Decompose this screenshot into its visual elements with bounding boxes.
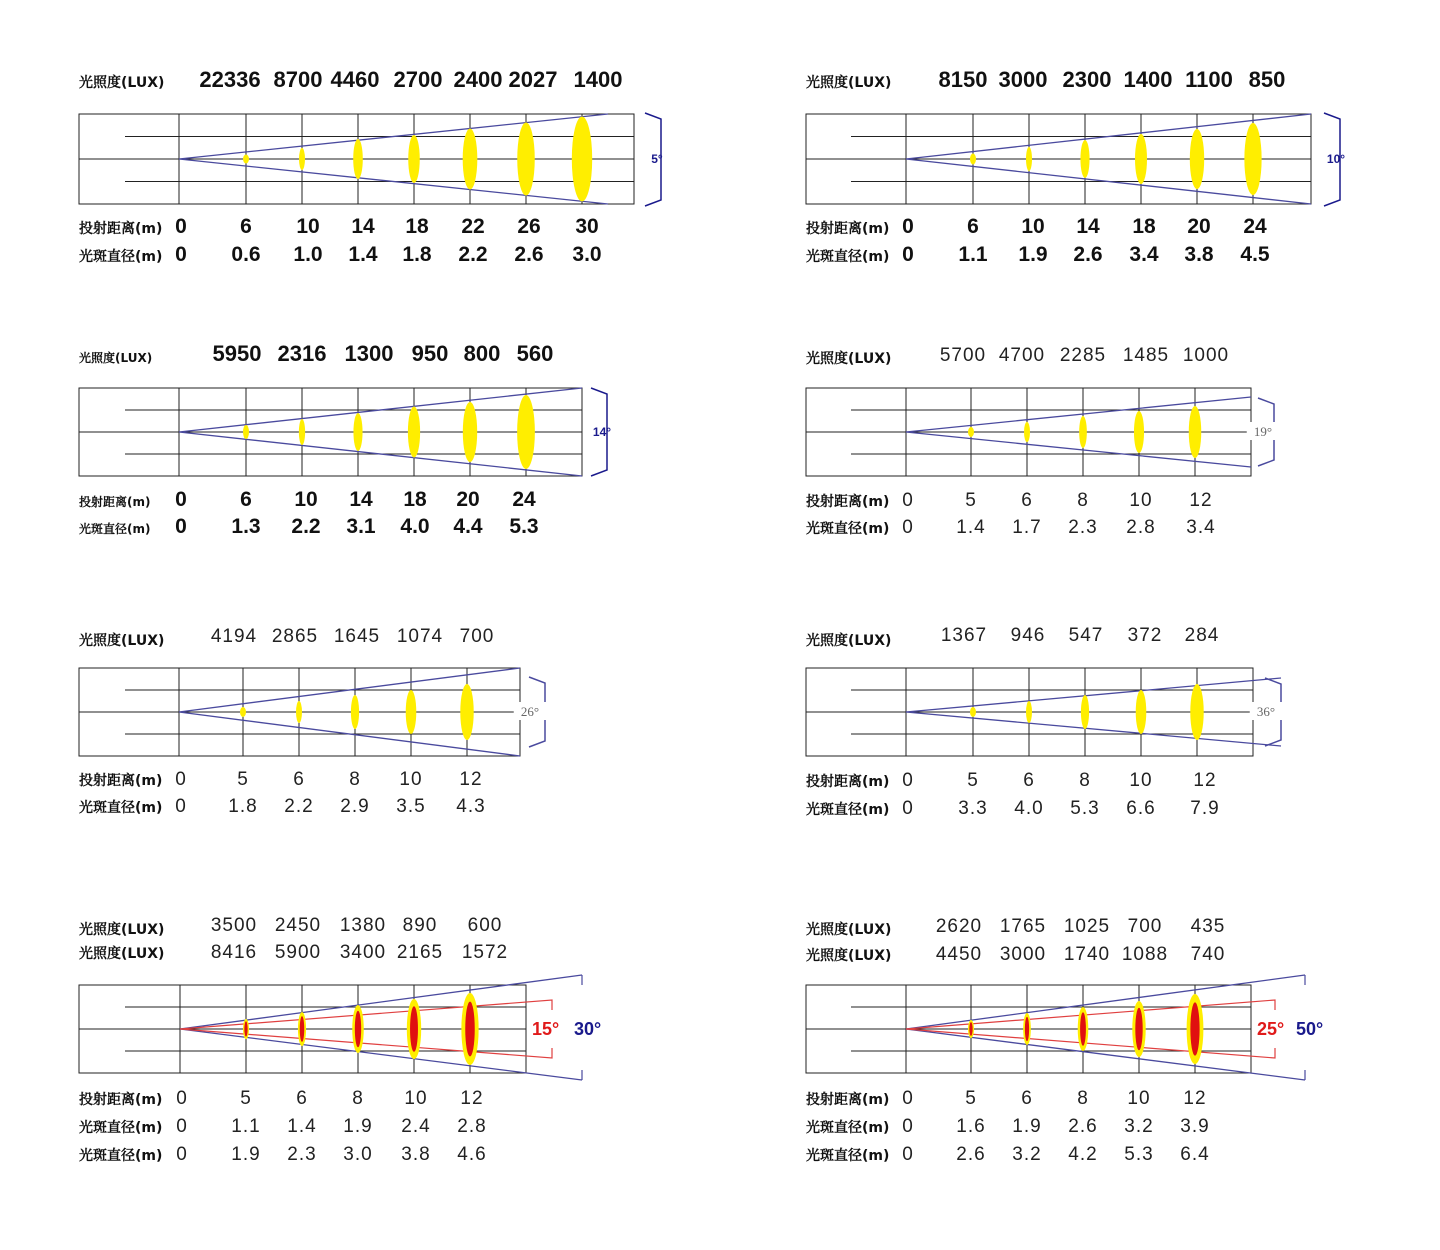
beam-panel [79, 626, 546, 817]
illuminance-value: 1074 [396, 626, 444, 647]
spot-diameter-value: 1.9 [1018, 243, 1048, 266]
spot-diameter-value: 2.2 [291, 515, 321, 538]
spot-diameter-value: 3.0 [572, 243, 602, 266]
illuminance-value: 946 [1010, 625, 1046, 646]
inner-beam-edge [180, 1029, 552, 1058]
spot-diameter-value: 5.3 [509, 515, 539, 538]
beam-angle-label: 36° [1256, 704, 1276, 719]
spot-diameter-value: 1.3 [231, 515, 261, 538]
distance-value: 18 [405, 215, 429, 238]
illuminance-value: 1000 [1182, 345, 1230, 366]
illuminance-value: 1025 [1063, 916, 1111, 937]
spot-diameter-value: 2.3 [1068, 517, 1098, 538]
light-spot [243, 155, 249, 164]
spot-diameter-value: 1.4 [287, 1116, 317, 1137]
light-spot [1135, 134, 1147, 184]
light-spot [1136, 690, 1147, 734]
illuminance-value: 1400 [573, 67, 623, 92]
distance-value: 24 [1243, 215, 1267, 238]
distance-value: 14 [349, 488, 373, 511]
distance-value: 18 [403, 488, 427, 511]
beam-panel [806, 625, 1282, 819]
spot-diameter-value: 4.3 [456, 796, 486, 817]
spot-diameter-value: 1.6 [956, 1116, 986, 1137]
light-spot-core [410, 1006, 418, 1052]
distance-value: 22 [461, 215, 485, 238]
light-spot [1189, 406, 1201, 458]
light-spot [406, 690, 417, 734]
light-spot [1244, 123, 1261, 195]
spot-diameter-value: 2.2 [284, 796, 314, 817]
illuminance-label: 光照度(LUX) [806, 633, 892, 649]
distance-value: 12 [1193, 770, 1217, 791]
distance-label: 投射距离(m) [79, 221, 163, 237]
distance-value: 6 [240, 488, 252, 511]
illuminance-label: 光照度(LUX) [79, 946, 165, 962]
distance-value: 12 [460, 1088, 484, 1109]
illuminance-value: 2165 [396, 942, 444, 963]
light-spot-core [300, 1016, 304, 1042]
illuminance-value: 1572 [461, 942, 509, 963]
light-spot [1024, 422, 1030, 442]
illuminance-value: 547 [1068, 625, 1104, 646]
illuminance-value: 4700 [998, 345, 1046, 366]
spot-diameter-value: 0 [175, 796, 187, 817]
distance-value: 20 [1187, 215, 1211, 238]
illuminance-value: 700 [1127, 916, 1163, 937]
illuminance-value: 2450 [274, 915, 322, 936]
illuminance-label: 光照度(LUX) [806, 351, 892, 367]
light-spot-core [1135, 1008, 1142, 1051]
spot-diameter-value: 7.9 [1190, 798, 1220, 819]
beam-edge [180, 1029, 582, 1080]
light-spot [408, 407, 420, 458]
spot-diameter-value: 3.8 [1184, 243, 1214, 266]
illuminance-value: 2027 [508, 67, 558, 92]
spot-diameter-value: 4.4 [453, 515, 483, 538]
illuminance-value: 3000 [998, 67, 1048, 92]
distance-value: 6 [1021, 490, 1033, 511]
distance-value: 10 [1021, 215, 1045, 238]
spot-diameter-value: 6.6 [1126, 798, 1156, 819]
beam-angle-label: 14° [592, 425, 612, 439]
spot-diameter-label: 光斑直径(m) [806, 1120, 890, 1136]
illuminance-value: 8416 [210, 942, 258, 963]
distance-value: 0 [175, 488, 187, 511]
distance-value: 6 [240, 215, 252, 238]
light-spot [517, 395, 535, 469]
light-spot [970, 154, 976, 165]
spot-diameter-label: 光斑直径(m) [806, 1148, 890, 1164]
illuminance-value: 284 [1184, 625, 1220, 646]
illuminance-label: 光照度(LUX) [79, 922, 165, 938]
illuminance-value: 2300 [1062, 67, 1112, 92]
distance-value: 24 [512, 488, 536, 511]
spot-diameter-value: 2.3 [287, 1144, 317, 1165]
light-spot-core [969, 1022, 972, 1036]
spot-diameter-value: 6.4 [1180, 1144, 1210, 1165]
spot-diameter-value: 4.0 [1014, 798, 1044, 819]
spot-diameter-value: 3.8 [401, 1144, 431, 1165]
illuminance-label: 光照度(LUX) [806, 922, 892, 938]
beam-angle-label: 26° [520, 704, 540, 719]
illuminance-value: 700 [459, 626, 495, 647]
spot-diameter-value: 1.4 [348, 243, 378, 266]
distance-value: 5 [967, 770, 979, 791]
distance-value: 8 [1077, 490, 1089, 511]
illuminance-value: 1740 [1063, 944, 1111, 965]
illuminance-value: 2700 [393, 67, 443, 92]
illuminance-value: 2285 [1059, 345, 1107, 366]
light-spot [572, 117, 592, 202]
spot-diameter-value: 3.1 [346, 515, 376, 538]
spot-diameter-label: 光斑直径(m) [806, 521, 890, 537]
spot-diameter-value: 2.9 [340, 796, 370, 817]
light-spot [968, 427, 974, 437]
beam-panel [79, 67, 663, 266]
distance-label: 投射距离(m) [79, 773, 163, 789]
illuminance-label: 光照度(LUX) [79, 75, 165, 91]
light-spot [517, 123, 535, 196]
spot-diameter-value: 1.8 [402, 243, 432, 266]
distance-value: 10 [296, 215, 320, 238]
illuminance-value: 1100 [1185, 67, 1233, 92]
illuminance-value: 850 [1248, 67, 1286, 92]
distance-value: 10 [404, 1088, 428, 1109]
distance-value: 8 [352, 1088, 364, 1109]
spot-diameter-value: 1.9 [231, 1144, 261, 1165]
outer-beam-angle-label: 50° [1296, 1019, 1324, 1039]
beam-panel [806, 67, 1345, 266]
spot-diameter-value: 3.4 [1186, 517, 1216, 538]
distance-value: 20 [456, 488, 480, 511]
distance-value: 0 [902, 490, 914, 511]
spot-diameter-value: 2.8 [1126, 517, 1156, 538]
illuminance-value: 8700 [273, 67, 323, 92]
distance-value: 8 [1077, 1088, 1089, 1109]
spot-diameter-label: 光斑直径(m) [79, 1148, 163, 1164]
spot-diameter-value: 3.4 [1129, 243, 1159, 266]
light-spot [1079, 416, 1087, 448]
beam-edge [906, 712, 1281, 746]
illuminance-value: 2316 [277, 341, 327, 366]
light-spot [1026, 701, 1032, 723]
distance-value: 0 [902, 1088, 914, 1109]
illuminance-label: 光照度(LUX) [79, 633, 165, 649]
illuminance-value: 1485 [1122, 345, 1170, 366]
spot-diameter-label: 光斑直径(m) [79, 249, 163, 265]
distance-value: 6 [1023, 770, 1035, 791]
spot-diameter-value: 2.2 [458, 243, 488, 266]
inner-beam-edge [906, 1029, 1275, 1058]
distance-value: 14 [1076, 215, 1100, 238]
distance-value: 6 [293, 769, 305, 790]
distance-value: 5 [240, 1088, 252, 1109]
distance-value: 12 [459, 769, 483, 790]
light-spot [460, 684, 473, 740]
spot-diameter-value: 1.0 [293, 243, 323, 266]
spot-diameter-value: 4.5 [1240, 243, 1270, 266]
light-spot [351, 695, 359, 729]
spot-diameter-value: 0 [902, 1116, 914, 1137]
spot-diameter-value: 1.1 [958, 243, 988, 266]
spot-diameter-value: 4.0 [400, 515, 430, 538]
spot-diameter-value: 5.3 [1124, 1144, 1154, 1165]
illuminance-value: 1300 [344, 341, 394, 366]
spot-diameter-value: 1.4 [956, 517, 986, 538]
illuminance-value: 740 [1190, 944, 1226, 965]
light-spot [296, 701, 302, 723]
spot-diameter-value: 2.6 [514, 243, 544, 266]
illuminance-value: 4194 [210, 626, 258, 647]
light-spot [408, 135, 420, 183]
distance-value: 0 [175, 215, 187, 238]
light-spot [299, 419, 305, 445]
distance-value: 30 [575, 215, 599, 238]
light-spot [240, 707, 246, 717]
light-spot-core [465, 1002, 475, 1057]
distance-value: 0 [175, 769, 187, 790]
light-spot [1190, 684, 1203, 740]
beam-edge [906, 1029, 1305, 1080]
illuminance-value: 890 [402, 915, 438, 936]
illuminance-value: 3500 [210, 915, 258, 936]
spot-diameter-value: 2.6 [1073, 243, 1103, 266]
illuminance-value: 4450 [935, 944, 983, 965]
spot-diameter-value: 2.6 [956, 1144, 986, 1165]
light-spot [970, 707, 976, 717]
distance-label: 投射距离(m) [79, 495, 151, 509]
distance-value: 10 [1129, 490, 1153, 511]
beam-panel [79, 915, 601, 1165]
light-spot [1190, 129, 1204, 189]
illuminance-value: 2865 [271, 626, 319, 647]
spot-diameter-value: 0 [175, 243, 187, 266]
inner-beam-angle-label: 15° [532, 1019, 560, 1039]
illuminance-value: 1367 [940, 625, 988, 646]
beam-panel [806, 345, 1279, 538]
illuminance-value: 1765 [999, 916, 1047, 937]
beam-angle-label: 5° [651, 152, 663, 166]
spot-diameter-value: 2.8 [457, 1116, 487, 1137]
spot-diameter-value: 5.3 [1070, 798, 1100, 819]
illuminance-value: 800 [463, 341, 501, 366]
light-spot-core [1080, 1012, 1086, 1045]
spot-diameter-label: 光斑直径(m) [806, 802, 890, 818]
illuminance-value: 22336 [199, 67, 261, 92]
spot-diameter-label: 光斑直径(m) [806, 249, 890, 265]
distance-value: 0 [176, 1088, 188, 1109]
beam-panel [79, 341, 611, 538]
distance-value: 10 [1127, 1088, 1151, 1109]
spot-diameter-value: 3.2 [1124, 1116, 1154, 1137]
distance-value: 12 [1189, 490, 1213, 511]
illuminance-value: 5700 [939, 345, 987, 366]
spot-diameter-value: 1.9 [343, 1116, 373, 1137]
spot-diameter-value: 0 [902, 243, 914, 266]
spot-diameter-value: 0 [902, 1144, 914, 1165]
light-spot-core [1025, 1017, 1029, 1041]
distance-value: 12 [1183, 1088, 1207, 1109]
spot-diameter-value: 3.5 [396, 796, 426, 817]
illuminance-value: 372 [1127, 625, 1163, 646]
spot-diameter-value: 4.6 [457, 1144, 487, 1165]
distance-value: 5 [965, 1088, 977, 1109]
light-spot [353, 413, 362, 451]
spot-diameter-value: 0 [902, 517, 914, 538]
beam-edge [906, 678, 1281, 712]
illuminance-value: 3000 [999, 944, 1047, 965]
illuminance-value: 5950 [212, 341, 262, 366]
distance-value: 10 [294, 488, 318, 511]
illuminance-value: 5900 [274, 942, 322, 963]
distance-label: 投射距离(m) [806, 221, 890, 237]
light-spot-core [355, 1011, 361, 1047]
distance-value: 0 [902, 215, 914, 238]
distance-value: 6 [967, 215, 979, 238]
distance-label: 投射距离(m) [806, 1092, 890, 1108]
spot-diameter-value: 1.7 [1012, 517, 1042, 538]
distance-value: 5 [237, 769, 249, 790]
distance-value: 6 [296, 1088, 308, 1109]
beam-panel [806, 916, 1323, 1165]
spot-diameter-value: 0 [176, 1144, 188, 1165]
light-spot-core [1190, 1002, 1199, 1055]
spot-diameter-value: 2.6 [1068, 1116, 1098, 1137]
light-spot [463, 402, 477, 462]
spot-diameter-value: 0 [175, 515, 187, 538]
distance-value: 14 [351, 215, 375, 238]
outer-beam-angle-label: 30° [574, 1019, 602, 1039]
spot-diameter-label: 光斑直径(m) [79, 1120, 163, 1136]
distance-value: 8 [349, 769, 361, 790]
spot-diameter-value: 3.3 [958, 798, 988, 819]
spot-diameter-value: 0.6 [231, 243, 261, 266]
distance-label: 投射距离(m) [806, 494, 890, 510]
light-spot [1026, 147, 1032, 171]
spot-diameter-label: 光斑直径(m) [79, 800, 163, 816]
illuminance-value: 1645 [333, 626, 381, 647]
light-spot [1081, 695, 1089, 729]
illuminance-value: 2400 [453, 67, 503, 92]
illuminance-value: 4460 [330, 67, 380, 92]
illuminance-label: 光照度(LUX) [806, 75, 892, 91]
spot-diameter-value: 3.2 [1012, 1144, 1042, 1165]
illuminance-value: 8150 [938, 67, 988, 92]
illuminance-value: 950 [411, 341, 449, 366]
illuminance-value: 435 [1190, 916, 1226, 937]
illuminance-value: 560 [516, 341, 554, 366]
distance-value: 8 [1079, 770, 1091, 791]
light-spot [299, 148, 305, 170]
light-spot [1134, 411, 1144, 453]
light-spot [463, 129, 478, 190]
beam-angle-label: 10° [1326, 152, 1346, 166]
distance-label: 投射距离(m) [79, 1092, 163, 1108]
spot-diameter-value: 4.2 [1068, 1144, 1098, 1165]
spot-diameter-value: 1.8 [228, 796, 258, 817]
beam-angle-label: 19° [1253, 424, 1273, 439]
light-spot-core [244, 1021, 247, 1036]
distance-value: 10 [1129, 770, 1153, 791]
distance-value: 10 [399, 769, 423, 790]
spot-diameter-value: 0 [902, 798, 914, 819]
light-spot [353, 139, 363, 179]
distance-value: 18 [1132, 215, 1156, 238]
distance-value: 6 [1021, 1088, 1033, 1109]
illuminance-value: 1380 [339, 915, 387, 936]
spot-diameter-value: 1.9 [1012, 1116, 1042, 1137]
light-spot [1080, 140, 1089, 178]
distance-label: 投射距离(m) [806, 774, 890, 790]
illuminance-label: 光照度(LUX) [806, 948, 892, 964]
distance-value: 0 [902, 770, 914, 791]
spot-diameter-value: 0 [176, 1116, 188, 1137]
light-spot [243, 425, 249, 439]
illuminance-value: 1088 [1121, 944, 1169, 965]
spot-diameter-value: 3.9 [1180, 1116, 1210, 1137]
spot-diameter-label: 光斑直径(m) [79, 522, 151, 536]
illuminance-value: 3400 [339, 942, 387, 963]
illuminance-value: 1400 [1123, 67, 1173, 92]
spot-diameter-value: 3.0 [343, 1144, 373, 1165]
illuminance-value: 600 [467, 915, 503, 936]
distance-value: 5 [965, 490, 977, 511]
distance-value: 26 [517, 215, 541, 238]
illuminance-label: 光照度(LUX) [79, 351, 153, 365]
illuminance-value: 2620 [935, 916, 983, 937]
spot-diameter-value: 1.1 [231, 1116, 261, 1137]
inner-beam-angle-label: 25° [1257, 1019, 1285, 1039]
spot-diameter-value: 2.4 [401, 1116, 431, 1137]
